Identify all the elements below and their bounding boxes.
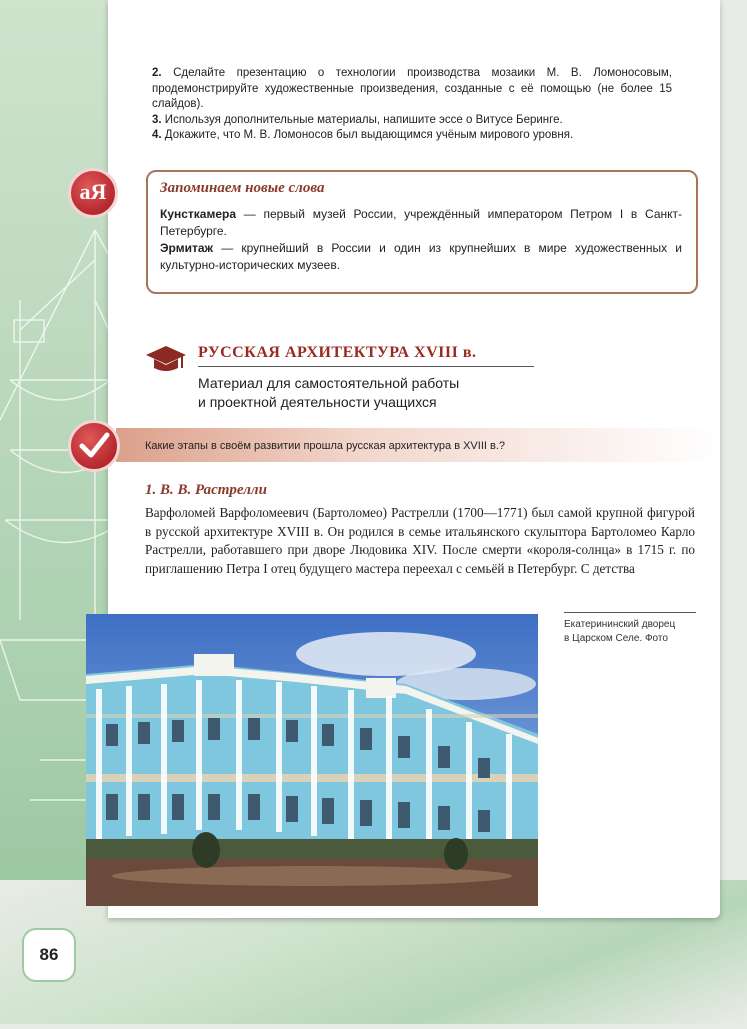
new-words-icon: аЯ <box>68 168 118 218</box>
subsection-title: 1. В. В. Растрелли <box>145 482 267 498</box>
page-number: 86 <box>22 928 76 982</box>
task-item: 2. Сделайте презентацию о технологии производства мозаики М. В. Ломоносовым, продемонстрируйте художественные произведения, созданные с её помощью (не более 15 слайдов). <box>152 67 672 110</box>
caption-divider <box>564 612 696 613</box>
section-subtitle: Материал для самостоятельной работы и проектной деятельности учащихся <box>198 375 460 410</box>
graduation-cap-icon <box>146 344 186 374</box>
question-text: Какие этапы в своём развитии прошла русская архитектура в XVIII в.? <box>145 440 506 452</box>
vocabulary-entry: Эрмитаж — крупнейший в России и один из крупнейших в мире художественных и культурно-исторических музеев. <box>160 241 682 272</box>
vocabulary-entries <box>160 206 682 274</box>
palace-photo <box>86 614 538 906</box>
checkmark-icon <box>68 420 120 472</box>
vocabulary-entry: Кунсткамера — первый музей России, учреждённый императором Петром I в Санкт-Петербурге. <box>160 207 682 238</box>
vocabulary-title: Запоминаем новые слова <box>160 180 325 196</box>
task-item: 3. Используя дополнительные материалы, напишите эссе о Витусе Беринге. <box>152 113 563 126</box>
section-title: РУССКАЯ АРХИТЕКТУРА XVIII в. <box>198 344 477 361</box>
body-paragraph: Варфоломей Варфоломеевич (Бартоломео) Растрелли (1700—1771) был самой крупной фигурой в русской архитектуре XVIII в. Он родился в семье итальянского скульптора Бартоломео Карло Растрелли, работавшего при дворе Людовика XIV. После смерти «короля-солнца» в 1715 г. по приглашению Петра I отец будущего мастера переехал с семьёй в Петербург. С детства <box>145 505 695 576</box>
photo-caption: Екатерининский дворец в Царском Селе. Фото <box>564 619 676 644</box>
section-divider <box>198 366 534 367</box>
task-item: 4. Докажите, что М. В. Ломоносов был выдающимся учёным мирового уровня. <box>152 129 574 141</box>
task-list <box>152 66 672 144</box>
